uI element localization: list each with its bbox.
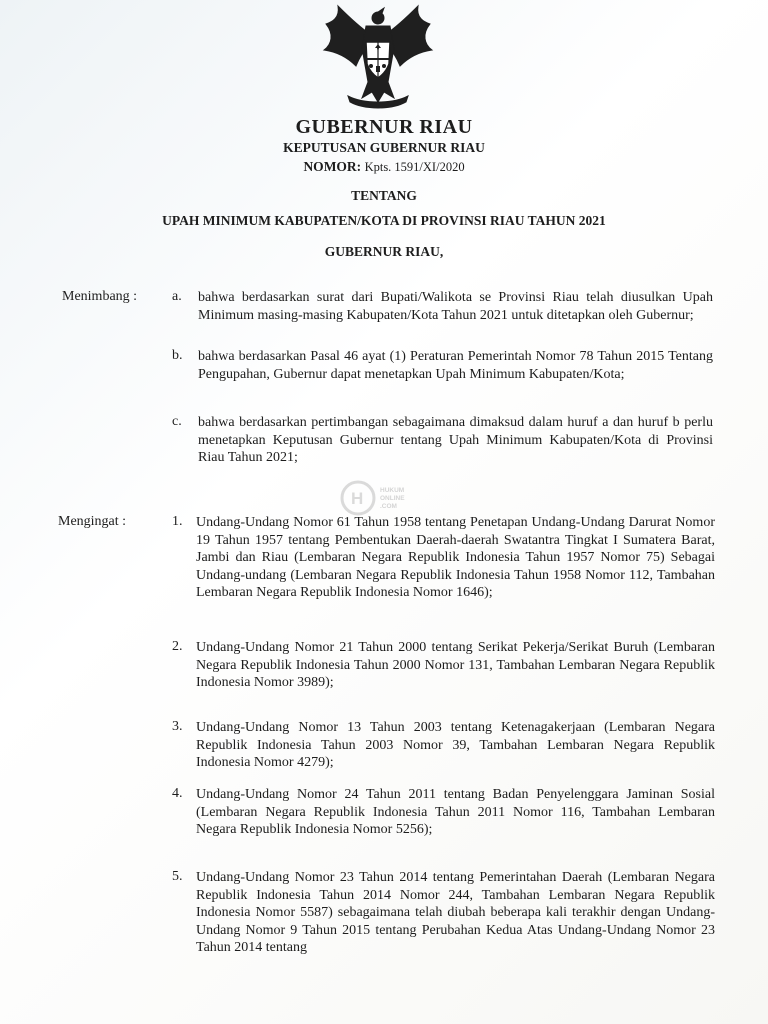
menimbang-item-c-marker: c. (172, 414, 182, 429)
menimbang-item-b-marker: b. (172, 348, 183, 363)
menimbang-label: Menimbang : (62, 289, 138, 304)
menimbang-item-a-marker: a. (172, 289, 182, 304)
menimbang-item-c-text: bahwa berdasarkan pertimbangan sebagaimana dimaksud dalam huruf a dan huruf b perlu menetapkan Keputusan Gubernur tentang Upah Minimum Kabupaten/Kota di Provinsi Riau Tahun 2021; (198, 415, 713, 465)
decree-subject: UPAH MINIMUM KABUPATEN/KOTA DI PROVINSI RIAU TAHUN 2021 (162, 213, 606, 228)
menimbang-item-a-text: bahwa berdasarkan surat dari Bupati/Walikota se Provinsi Riau telah diusulkan Upah Minimum masing-masing Kabupaten/Kota Tahun 2021 untuk ditetapkan oleh Gubernur; (198, 290, 713, 323)
mengingat-label: Mengingat : (58, 514, 127, 529)
mengingat-item-1-text: Undang-Undang Nomor 61 Tahun 1958 tentang Penetapan Undang-Undang Darurat Nomor 19 Tahun 1957 tentang Pembentukan Daerah-daerah Swatantra Tingkat I Sumatera Barat, Jambi dan Riau (Lembaran Negara Republik Indonesia Tahun 1957 Nomor 75) Sebagai Undang-undang (Lembaran Negara Republik Indonesia Tahun 1958 Nomor 112, Tambahan Lembaran Negara Republik Indonesia Nomor 1646); (196, 515, 715, 600)
mengingat-item-5-text: Undang-Undang Nomor 23 Tahun 2014 tentang Pemerintahan Daerah (Lembaran Negara Republik Indonesia Tahun 2014 Nomor 244, Tambahan Lembaran Negara Republik Indonesia Nomor 5587) sebagaimana telah diubah beberapa kali terakhir dengan Undang-Undang Nomor 9 Tahun 2015 tentang Perubahan Kedua Atas Undang-Undang Nomor 23 Tahun 2014 tentang (196, 870, 715, 955)
watermark-line1: HUKUM (380, 487, 405, 494)
svg-text:H: H (351, 489, 364, 508)
mengingat-item-1-marker: 1. (172, 514, 183, 529)
decree-number-label: NOMOR: (303, 159, 362, 174)
watermark-line2: ONLINE (380, 495, 405, 502)
decree-number-value: Kpts. 1591/XI/2020 (364, 160, 465, 174)
garuda-emblem-logo (318, 4, 438, 114)
tentang-heading: TENTANG (351, 188, 417, 203)
mengingat-item-3-marker: 3. (172, 719, 183, 734)
watermark-line3: .COM (380, 503, 397, 510)
mengingat-item-2-text: Undang-Undang Nomor 21 Tahun 2000 tentang Serikat Pekerja/Serikat Buruh (Lembaran Negara Republik Indonesia Tahun 2000 Nomor 131, Tambahan Lembaran Negara Republik Indonesia Nomor 3989); (196, 640, 715, 690)
decree-subtitle: KEPUTUSAN GUBERNUR RIAU (283, 140, 485, 155)
document-title: GUBERNUR RIAU (295, 116, 473, 138)
mengingat-item-2-marker: 2. (172, 639, 183, 654)
mengingat-item-5-marker: 5. (172, 869, 183, 884)
mengingat-item-4-text: Undang-Undang Nomor 24 Tahun 2011 tentang Badan Penyelenggara Jaminan Sosial (Lembaran Negara Republik Indonesia Tahun 2011 Nomor 116, Tambahan Lembaran Negara Republik Indonesia Nomor 5256); (196, 787, 715, 837)
issuer-heading: GUBERNUR RIAU, (324, 244, 444, 259)
menimbang-item-b-text: bahwa berdasarkan Pasal 46 ayat (1) Peraturan Pemerintah Nomor 78 Tahun 2015 Tentang Pengupahan, Gubernur dapat menetapkan Upah Minimum Kabupaten/Kota; (198, 349, 713, 382)
mengingat-item-4-marker: 4. (172, 786, 183, 801)
decree-number (0, 159, 768, 175)
mengingat-item-3-text: Undang-Undang Nomor 13 Tahun 2003 tentang Ketenagakerjaan (Lembaran Negara Republik Indonesia Tahun 2003 Nomor 39, Tambahan Lembaran Negara Republik Indonesia Nomor 4279); (196, 720, 715, 770)
